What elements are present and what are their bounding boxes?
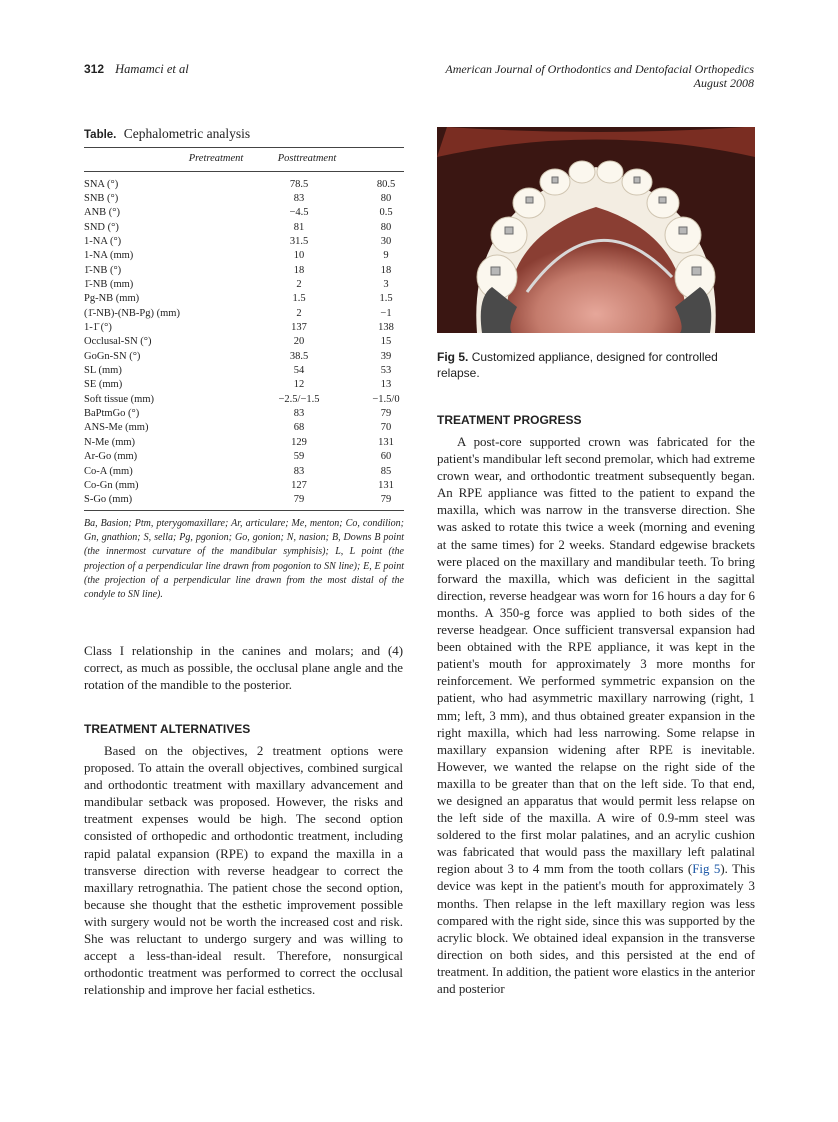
table-row xyxy=(84,192,404,206)
posttreatment-value: 80 xyxy=(380,192,392,204)
pretreatment-value: −2.5/−1.5 xyxy=(278,393,320,405)
treatment-progress-text xyxy=(437,434,755,998)
row-label: SE (mm) xyxy=(84,379,123,391)
running-authors: Hamamci et al xyxy=(115,62,189,76)
table-row xyxy=(84,249,404,263)
table-row xyxy=(84,278,404,292)
table-bottom-rule xyxy=(84,510,404,511)
pretreatment-value: 18 xyxy=(293,264,305,276)
figure-5-photo xyxy=(437,127,755,333)
posttreatment-value: 0.5 xyxy=(379,207,393,219)
figure-label: Fig 5. xyxy=(437,350,469,364)
table-row xyxy=(84,221,404,235)
pretreatment-value: 59 xyxy=(293,451,305,463)
table-row xyxy=(84,335,404,349)
table-row xyxy=(84,178,404,192)
table-row xyxy=(84,436,404,450)
posttreatment-value: 79 xyxy=(380,494,392,506)
running-header-right xyxy=(445,62,754,90)
row-label: ANS-Me (mm) xyxy=(84,422,149,434)
pretreatment-value: 10 xyxy=(293,250,305,262)
posttreatment-value: 1.5 xyxy=(379,293,393,305)
row-label: GoGn-SN (°) xyxy=(84,350,141,362)
posttreatment-value: 80 xyxy=(380,221,392,233)
posttreatment-value: 3 xyxy=(383,278,389,290)
posttreatment-value: 138 xyxy=(378,322,394,333)
posttreatment-value: 53 xyxy=(380,365,392,377)
left-continuation-paragraph: Class I relationship in the canines and molars; and (4) correct, as much as possible, the occlusal plane angle and the rotation of the mandible to the posterior. xyxy=(84,644,403,693)
table-row xyxy=(84,206,404,220)
row-label: Occlusal-SN (°) xyxy=(84,336,152,348)
posttreatment-value: −1.5/0 xyxy=(372,393,400,405)
running-header-left xyxy=(84,62,189,77)
posttreatment-value: 70 xyxy=(380,422,392,434)
pretreatment-value: 127 xyxy=(291,479,307,491)
row-label: BaPtmGo (°) xyxy=(84,408,140,420)
posttreatment-value: 131 xyxy=(378,479,394,491)
issue-date: August 2008 xyxy=(693,76,754,90)
table-row xyxy=(84,321,404,335)
row-label: Co-Gn (mm) xyxy=(84,479,139,491)
figure-5-link[interactable]: Fig 5 xyxy=(692,862,721,877)
posttreatment-value: 15 xyxy=(380,336,392,348)
posttreatment-value: 79 xyxy=(380,408,392,420)
row-label: SND (°) xyxy=(84,221,119,233)
table-top-rule xyxy=(84,147,404,148)
table-row xyxy=(84,235,404,249)
posttreatment-value: 60 xyxy=(380,451,392,463)
pretreatment-value: 83 xyxy=(293,408,305,420)
table-label: Table. xyxy=(84,129,117,141)
page-number: 312 xyxy=(84,62,105,76)
column-header-pretreatment: Pretreatment xyxy=(188,153,244,164)
posttreatment-value: 13 xyxy=(380,379,392,391)
treatment-progress-text-part2: ). This device was kept in the patient's mouth for approximately 3 months. Then relapse in the left maxillary region was less compared with the right side, since this was supported by the acrylic block. We obtained ideal expansion in the transverse direction on both sides, and this persisted at the end of treatment. In addition, the patient wore elastics in the anterior and posterior xyxy=(437,862,755,996)
table-row xyxy=(84,378,404,392)
table-row xyxy=(84,421,404,435)
posttreatment-value: 85 xyxy=(380,465,392,477)
pretreatment-value: 137 xyxy=(291,322,307,333)
table-row xyxy=(84,465,404,479)
table-row xyxy=(84,450,404,464)
posttreatment-value: 131 xyxy=(378,436,394,448)
row-label: 1̄-NB (mm) xyxy=(84,278,134,290)
row-label: (1̄-NB)-(NB-Pg) (mm) xyxy=(84,307,180,319)
pretreatment-value: 54 xyxy=(293,365,305,377)
row-label: N-Me (mm) xyxy=(84,436,136,448)
table-row xyxy=(84,393,404,407)
table-footnote: Ba, Basion; Ptm, pterygomaxillare; Ar, articulare; Me, menton; Co, condilion; Gn, gnathion; S, sella; Pg, pgonion; Go, gonion; N, nasion; B, Downs B point (the innermost curvature of the mandibular symphisis); L, L point (the projection of a perpendicular line drawn from pogonion to SN line); E, E point (the projection of a perpendicular line drawn from the most distal of the condyle to SN line). xyxy=(84,518,404,601)
row-label: SNB (°) xyxy=(84,192,119,204)
row-label: Pg-NB (mm) xyxy=(84,293,140,305)
pretreatment-value: 79 xyxy=(293,494,305,506)
column-header-posttreatment: Posttreatment xyxy=(277,153,337,164)
row-label: ANB (°) xyxy=(84,207,120,219)
pretreatment-value: 2 xyxy=(296,307,302,319)
row-label: Ar-Go (mm) xyxy=(84,451,138,463)
posttreatment-value: 18 xyxy=(380,264,392,276)
pretreatment-value: 78.5 xyxy=(289,178,309,190)
figure-5-caption xyxy=(437,349,755,381)
table-row xyxy=(84,364,404,378)
row-label: S-Go (mm) xyxy=(84,494,133,506)
pretreatment-value: 83 xyxy=(293,465,305,477)
row-label: Soft tissue (mm) xyxy=(84,393,154,405)
table-title: Cephalometric analysis xyxy=(123,126,251,141)
pretreatment-value: 129 xyxy=(291,436,307,448)
posttreatment-value: 80.5 xyxy=(376,178,396,190)
table-header-rule xyxy=(84,171,404,172)
figure-caption-text: Customized appliance, designed for controlled relapse. xyxy=(437,350,718,380)
table-row xyxy=(84,292,404,306)
heading-treatment-alternatives: TREATMENT ALTERNATIVES xyxy=(84,722,251,736)
pretreatment-value: 68 xyxy=(293,422,305,434)
row-label: SNA (°) xyxy=(84,178,119,190)
table-row xyxy=(84,479,404,493)
table-row xyxy=(84,307,404,321)
pretreatment-value: 12 xyxy=(293,379,305,391)
journal-name: American Journal of Orthodontics and Dentofacial Orthopedics xyxy=(445,62,754,76)
pretreatment-value: 38.5 xyxy=(289,350,309,362)
table-row xyxy=(84,264,404,278)
treatment-alternatives-paragraph xyxy=(84,743,403,999)
pretreatment-value: 20 xyxy=(293,336,305,348)
row-label: SL (mm) xyxy=(84,365,122,377)
row-label: Co-A (mm) xyxy=(84,465,133,477)
row-label: 1-NA (°) xyxy=(84,235,122,247)
table-row xyxy=(84,350,404,364)
pretreatment-value: 83 xyxy=(293,192,305,204)
pretreatment-value: 1.5 xyxy=(292,293,306,305)
intraoral-appliance-illustration xyxy=(437,127,755,333)
table-caption xyxy=(84,126,250,142)
posttreatment-value: 39 xyxy=(380,350,392,362)
pretreatment-value: 81 xyxy=(293,221,305,233)
row-label: 1-NA (mm) xyxy=(84,250,134,262)
posttreatment-value: 9 xyxy=(383,250,389,262)
row-label: 1-1̄ (°) xyxy=(84,322,112,333)
posttreatment-value: −1 xyxy=(380,307,392,319)
treatment-progress-text-part1: A post-core supported crown was fabricated for the patient's mandibular left second premolar, which had extreme crown wear, and orthodontic treatment subsequently began. An RPE appliance was fitted to the patient to expand the maxilla, which was narrow in the transverse direction. She was asked to rotate this twice a week (morning and evening at the same times) for 2 weeks. Standard edgewise brackets were placed on the maxillary and mandibular teeth. To bring forward the maxilla, which was deficient in the sagittal direction, reverse headgear was worn for 16 hours a day for 6 months. A 350-g force was applied to both sides of the reverse headgear. Once sufficient transversal expansion had been obtained with the RPE appliance, it was kept in the patient's mouth for approximately 3 more months for reinforcement. We performed symmetric expansion on the patient, who had asymmetric maxillary narrowing (right, 1 mm; left, 3 mm), and thus obtained greater expansion in the right maxilla, which had less narrowing. Some relapse in maxillary expansion widening after RPE is inevitable. However, we wanted the relapse on the right side of the maxilla to be greater than that on the left side. To that end, we designed an apparatus that would permit less relapse on the left side of the maxilla. A wire of 0.9-mm steel was soldered to the first molar palatines, and an acrylic cushion was fabricated that would pass the maxillary left palatinal region about 3 to 4 mm from the tooth collars ( xyxy=(437,435,755,877)
posttreatment-value: 30 xyxy=(380,235,392,247)
treatment-progress-paragraph xyxy=(437,434,755,998)
treatment-alternatives-text: Based on the objectives, 2 treatment options were proposed. To attain the overall objectives, combined surgical and orthodontic treatment with maxillary advancement and mandibular setback was proposed. However, the risks and treatment expenses would be high. The second option consisted of orthopedic and orthodontic treatment, including rapid palatal expansion (RPE) to expand the maxilla in a transverse direction with reverse headgear to correct the maxillary retrognathia. The patient chose the second option, because she thought that the esthetic improvement possible with surgery would not be worth the increased cost and risk. She was reluctant to undergo surgery and was willing to accept a less-than-ideal result. Therefore, nonsurgical orthodontic treatment was performed to correct the occlusal relationship and improve her facial esthetics. xyxy=(84,744,403,998)
heading-treatment-progress: TREATMENT PROGRESS xyxy=(437,413,582,427)
pretreatment-value: 31.5 xyxy=(289,235,309,247)
row-label: 1̄-NB (°) xyxy=(84,264,122,276)
table-row xyxy=(84,493,404,507)
pretreatment-value: −4.5 xyxy=(289,207,309,219)
table-row xyxy=(84,407,404,421)
pretreatment-value: 2 xyxy=(296,278,302,290)
